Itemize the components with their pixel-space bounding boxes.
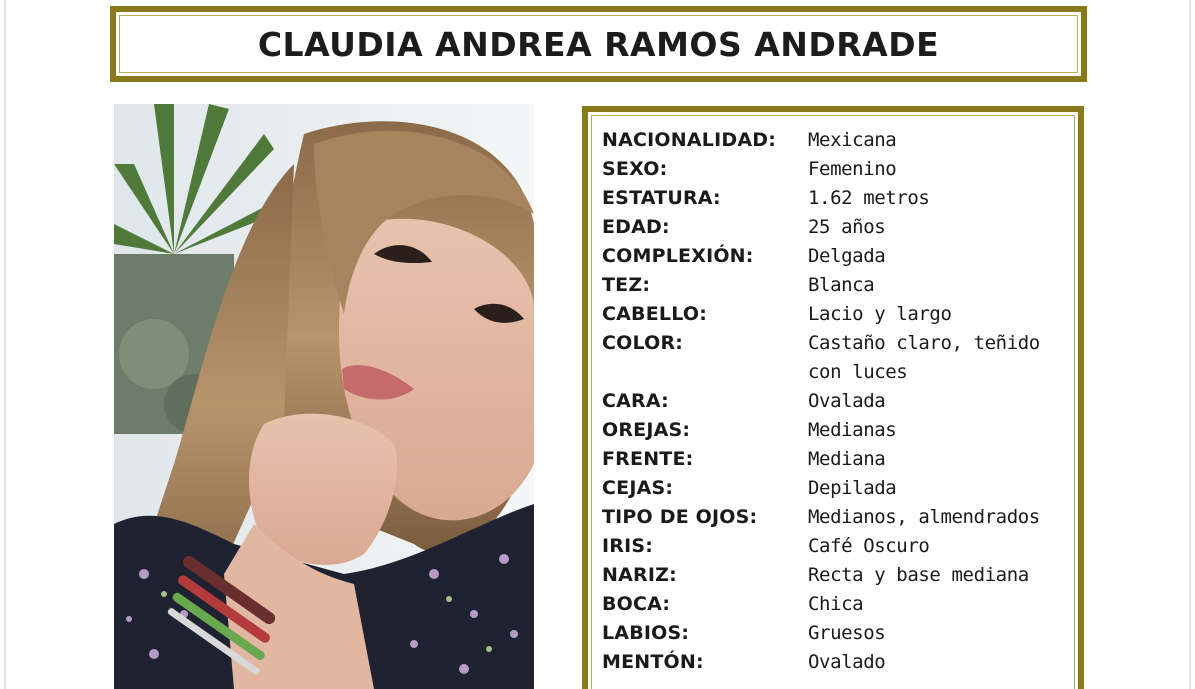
- detail-row: [602, 126, 1068, 155]
- detail-row: [602, 184, 1068, 213]
- detail-value: Blanca: [808, 274, 875, 296]
- detail-value: Castaño claro, teñido con luces: [808, 332, 1040, 383]
- detail-value: Femenino: [808, 158, 897, 180]
- detail-value: 1.62 metros: [808, 187, 930, 209]
- left-edge-line: [4, 0, 6, 689]
- detail-label: EDAD:: [602, 216, 670, 238]
- detail-row: [602, 503, 1068, 532]
- detail-label: LABIOS:: [602, 622, 690, 644]
- detail-value: Chica: [808, 593, 864, 615]
- detail-label: NACIONALIDAD:: [602, 129, 776, 151]
- name-banner: [110, 6, 1087, 82]
- detail-row: [602, 155, 1068, 184]
- detail-label: FRENTE:: [602, 448, 694, 470]
- detail-row: [602, 445, 1068, 474]
- detail-value: Depilada: [808, 477, 897, 499]
- detail-value: Medianos, almendrados: [808, 506, 1040, 528]
- details-list: [602, 126, 1068, 677]
- detail-row: [602, 300, 1068, 329]
- detail-label: SEXO:: [602, 158, 668, 180]
- right-edge-line: [1189, 0, 1191, 689]
- detail-value: Gruesos: [808, 622, 886, 644]
- detail-row: [602, 416, 1068, 445]
- detail-label: CEJAS:: [602, 477, 674, 499]
- detail-value: Delgada: [808, 245, 886, 267]
- detail-value: Ovalado: [808, 651, 886, 673]
- photo-illustration: [114, 104, 534, 689]
- detail-row: [602, 619, 1068, 648]
- detail-label: CABELLO:: [602, 303, 707, 325]
- detail-row: [602, 271, 1068, 300]
- detail-label: TIPO DE OJOS:: [602, 506, 758, 528]
- person-photo: [114, 104, 534, 689]
- detail-row: [602, 329, 1068, 387]
- detail-row: [602, 387, 1068, 416]
- detail-row: [602, 590, 1068, 619]
- detail-label: BOCA:: [602, 593, 671, 615]
- detail-label: OREJAS:: [602, 419, 691, 441]
- detail-row: [602, 213, 1068, 242]
- detail-value: Recta y base mediana: [808, 564, 1029, 586]
- detail-label: COMPLEXIÓN:: [602, 245, 754, 267]
- detail-value: 25 años: [808, 216, 886, 238]
- detail-value: Mediana: [808, 448, 886, 470]
- detail-label: ESTATURA:: [602, 187, 721, 209]
- detail-row: [602, 648, 1068, 677]
- detail-row: [602, 242, 1068, 271]
- detail-label: TEZ:: [602, 274, 651, 296]
- detail-label: IRIS:: [602, 535, 654, 557]
- details-panel: [582, 106, 1084, 689]
- detail-label: CARA:: [602, 390, 669, 412]
- detail-label: NARIZ:: [602, 564, 677, 586]
- detail-row: [602, 561, 1068, 590]
- detail-row: [602, 474, 1068, 503]
- detail-label: COLOR:: [602, 332, 684, 354]
- detail-value: Medianas: [808, 419, 897, 441]
- person-name: CLAUDIA ANDREA RAMOS ANDRADE: [257, 24, 940, 64]
- detail-value: Café Oscuro: [808, 535, 930, 557]
- detail-row: [602, 532, 1068, 561]
- detail-value: Mexicana: [808, 129, 897, 151]
- detail-label: MENTÓN:: [602, 651, 704, 673]
- detail-value: Ovalada: [808, 390, 886, 412]
- detail-value: Lacio y largo: [808, 303, 952, 325]
